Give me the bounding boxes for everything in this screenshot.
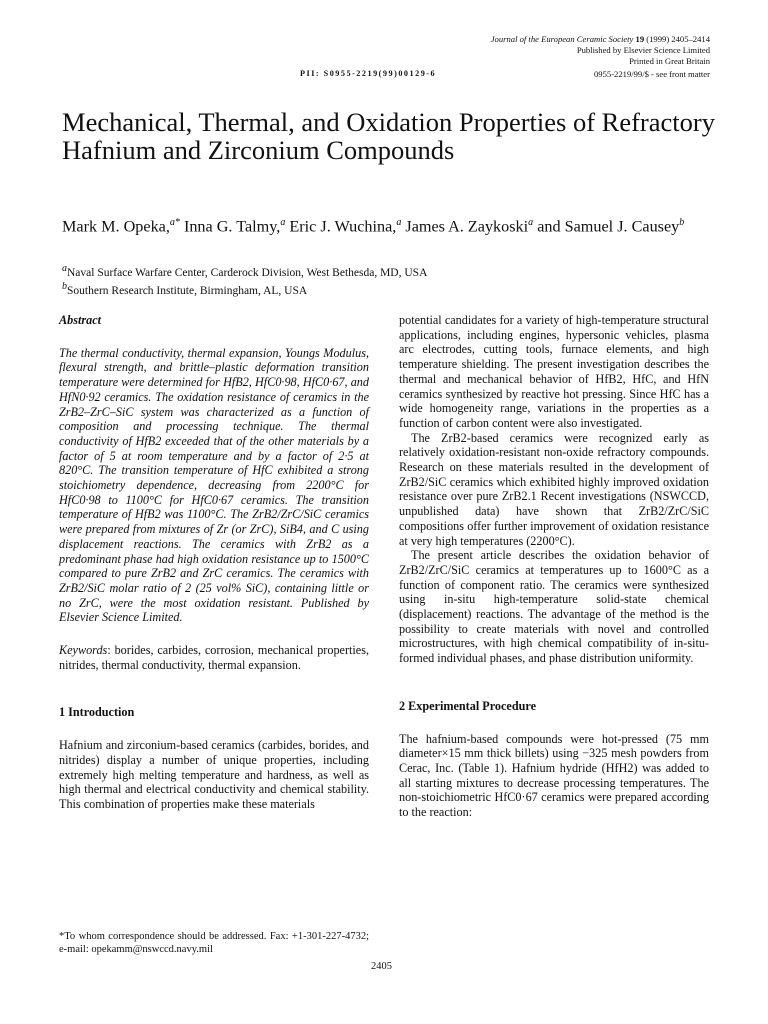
- author-name: Mark M. Opeka,: [62, 217, 170, 236]
- author-name: Inna G. Talmy,: [183, 217, 281, 236]
- author-mark: a: [280, 217, 286, 228]
- abstract-text: The thermal conductivity, thermal expansion, Youngs Modulus, flexural strength, and brittle–plastic deformation transition temperature were determined for HfB2, HfC0·98, HfC0·67, and HfN0·92 ceramics. The oxidation resistance of ceramics in the ZrB2–ZrC–SiC system was characterized as a function of composition and processing technique. The thermal conductivity of HfB2 exceeded that of the other materials by a factor of 5 at room temperature and by a factor of 2·5 at 820°C. The transition temperature of HfC exhibited a strong stoichiometry dependence, decreasing from 2200°C for HfC0·98 to 1100°C for HfC0·67 ceramics. The transition temperature of HfB2 was 1100°C. The ZrB2/ZrC/SiC ceramics were prepared from mixtures of Zr (or ZrC), SiB4, and C using displacement reactions. The ceramics with ZrB2 as a predominant phase had high oxidation resistance up to 1500°C compared to pure ZrB2 and ZrC ceramics. The ceramics with ZrB2/SiC molar ratio of 2 (25 vol% SiC), containing little or no ZrC, were the most oxidation resistant. Published by Elsevier Science Limited.: [59, 345, 369, 625]
- publisher-line: Published by Elsevier Science Limited: [576, 45, 710, 56]
- keywords-text: : borides, carbides, corrosion, mechanical properties, nitrides, thermal conductivity, thermal expansion.: [59, 643, 369, 672]
- author-mark: b: [679, 217, 685, 228]
- printed-line: Printed in Great Britain: [629, 56, 710, 67]
- body-paragraph: The present article describes the oxidation behavior of ZrB2/ZrC/SiC ceramics at temperatures up to 1600°C as a function of component ratio. The ceramics were synthesized using in-situ high-temperature solid-state chemical (displacement) reactions. The advantage of the method is the possibility to create materials with novel and controlled microstructures, with high chemical compatibility of in-situ-formed individual phases, and phase distribution uniformity.: [399, 548, 709, 666]
- author-list: [62, 213, 722, 236]
- right-column: [399, 313, 709, 820]
- pii-code: PII: S0955-2219(99)00129-6: [300, 69, 437, 78]
- author-mark: a: [528, 217, 534, 228]
- body-paragraph: potential candidates for a variety of high-temperature structural applications, including engines, hypersonic vehicles, plasma arc electrodes, cutting tools, furnace elements, and high temperature shielding. The present investigation describes the thermal and mechanical behavior of HfB2, HfC, and HfN ceramics synthesized by reactive hot pressing. Since HfC has a wide homogeneity range, variations in the properties as a function of carbon content were also investigated.: [399, 313, 709, 430]
- journal-name: Journal of the European Ceramic Society: [490, 34, 634, 44]
- section-heading-experimental: 2 Experimental Procedure: [399, 698, 536, 713]
- journal-header: [491, 34, 710, 68]
- keywords: [59, 643, 369, 672]
- keywords-label: Keywords: [59, 643, 108, 658]
- paper-title: Mechanical, Thermal, and Oxidation Properties of Refractory Hafnium and Zirconium Compounds: [62, 107, 715, 165]
- author-name: Eric J. Wuchina,: [289, 217, 397, 236]
- journal-pages: (1999) 2405–2414: [646, 34, 710, 44]
- author-mark: a: [396, 217, 402, 228]
- affiliation-a: $^a$Naval Surface Warfare Center, Carderock Division, West Bethesda, MD, USA: [62, 263, 428, 279]
- intro-paragraph: Hafnium and zirconium-based ceramics (carbides, borides, and nitrides) display a number of unique properties, including extremely high melting temperature and hardness, as well as high thermal and electrical conductivity and chemical stability. This combination of properties make these materials: [59, 738, 369, 811]
- body-paragraph: The ZrB2-based ceramics were recognized early as relatively oxidation-resistant non-oxide refractory compounds. Research on these materials resulted in the development of ZrB2/SiC ceramics which exhibited highly improved oxidation resistance over pure ZrB2.1 Recent investigations (NSWCCD, unpublished data) have shown that ZrB2/ZrC/SiC compositions offer further improvement of oxidation resistance at very high temperatures (2200°C).: [399, 430, 709, 548]
- correspondence-footnote: *To whom correspondence should be addressed. Fax: +1-301-227-4732; e-mail: opekamm@nswccd.navy.mil: [59, 931, 369, 955]
- affiliations: [62, 262, 427, 299]
- journal-volume: 19: [635, 34, 645, 44]
- experimental-paragraph: The hafnium-based compounds were hot-pressed (75 mm diameter×15 mm thick billets) using −325 mesh powders from Cerac, Inc. (Table 1). Hafnium hydride (HfH2) was added to all starting mixtures to decrease processing temperatures. The non-stoichiometric HfC0·67 ceramics were prepared according to the reaction:: [399, 731, 709, 820]
- section-heading-introduction: 1 Introduction: [59, 705, 135, 720]
- left-column: [59, 313, 369, 812]
- page-number: 2405: [371, 961, 392, 972]
- affiliation-b: $^b$Southern Research Institute, Birmingham, AL, USA: [62, 281, 308, 298]
- journal-citation-line: [491, 34, 710, 45]
- rights-line: 0955-2219/99/$ - see front matter: [594, 69, 710, 79]
- author-name: and Samuel J. Causey: [537, 217, 680, 236]
- author-mark: a*: [169, 217, 180, 228]
- abstract-heading: Abstract: [59, 313, 101, 327]
- author-name: James A. Zaykoski: [405, 217, 529, 236]
